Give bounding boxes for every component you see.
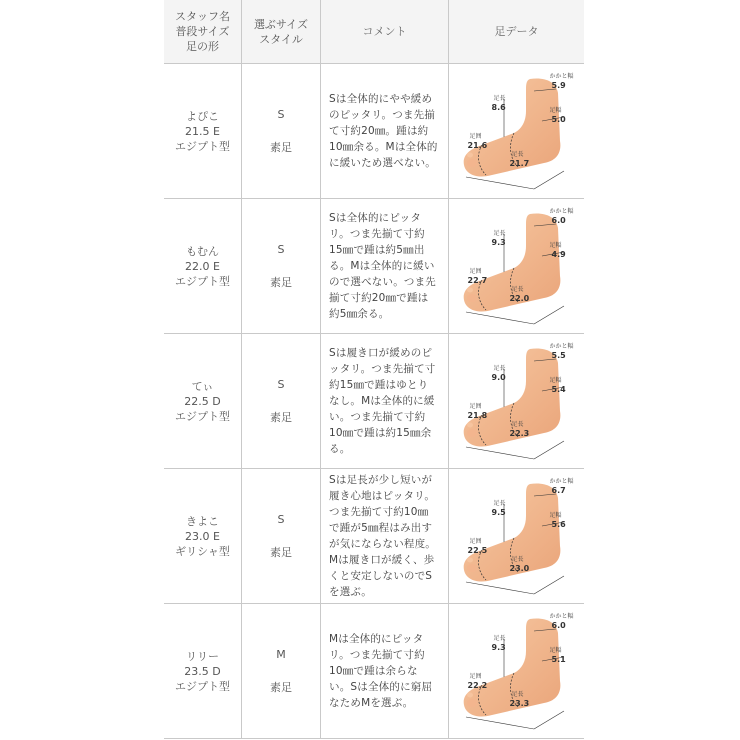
heel-value: 5.9	[551, 81, 566, 90]
length-value: 23.0	[509, 564, 530, 573]
header-comment	[321, 0, 449, 63]
girth-label: 足囲	[469, 268, 482, 275]
staff-info: よぴこ 21.5 E エジプト型	[175, 109, 230, 153]
heel-label: かかと幅	[549, 613, 574, 620]
style-value: 素足	[270, 680, 292, 694]
girth-value: 21.6	[467, 141, 488, 150]
girth-value: 21.8	[467, 411, 488, 420]
heel-value: 6.7	[551, 486, 566, 495]
length-label: 足長	[511, 421, 524, 428]
width-label: 足幅	[549, 377, 562, 384]
girth-label: 足囲	[469, 403, 482, 410]
instep-value: 9.3	[491, 238, 506, 247]
length-label: 足長	[511, 691, 524, 698]
width-value: 5.4	[551, 385, 566, 394]
width-value: 5.0	[551, 115, 566, 124]
comment-text: Mは全体的にピッタ リ。つま先揃て寸約 10㎜で踵は余らな い。Sは全体的に窮屈 なためMを選ぶ。	[329, 633, 433, 709]
heel-label: かかと幅	[549, 208, 574, 215]
width-value: 5.6	[551, 520, 566, 529]
foot-diagram	[452, 611, 582, 731]
header-style-text: 選ぶサイズ スタイル	[253, 17, 309, 46]
instep-label: 足長	[493, 365, 506, 372]
foot-diagram	[452, 71, 582, 191]
instep-value: 8.6	[491, 103, 506, 112]
header-staff-text: スタッフ名 普段サイズ 足の形	[175, 10, 230, 53]
girth-label: 足囲	[469, 133, 482, 140]
style-value: 素足	[270, 545, 292, 559]
instep-label: 足長	[493, 635, 506, 642]
chosen-size: M	[276, 647, 286, 661]
staff-cell	[164, 64, 242, 198]
staff-cell	[164, 469, 242, 603]
comment-text: Sは履き口が緩めのピ ッタリ。つま先揃て寸 約15㎜で踵はゆとり なし。Mは全体的に緩 い。つま先揃て寸約 10㎜で踵は約15㎜余 る。	[329, 347, 436, 455]
chosen-size: S	[277, 512, 285, 526]
staff-cell	[164, 604, 242, 738]
heel-value: 6.0	[551, 216, 566, 225]
staff-info: てぃ 22.5 D エジプト型	[175, 379, 230, 423]
foot-diagram	[452, 341, 582, 461]
length-value: 21.7	[509, 159, 530, 168]
size-cell	[242, 64, 321, 198]
foot-diagram	[452, 206, 582, 326]
foot-data-cell	[449, 64, 584, 198]
heel-label: かかと幅	[549, 343, 574, 350]
length-value: 22.3	[509, 429, 530, 438]
staff-info: もむん 22.0 E エジプト型	[175, 244, 230, 288]
instep-value: 9.0	[491, 373, 506, 382]
length-value: 23.3	[509, 699, 530, 708]
length-label: 足長	[511, 151, 524, 158]
chosen-size: S	[277, 377, 285, 391]
staff-cell	[164, 334, 242, 468]
header-foot-data	[449, 0, 584, 63]
header-comment-text: コメント	[362, 25, 407, 38]
instep-label: 足長	[493, 95, 506, 102]
foot-data-cell	[449, 334, 584, 468]
table-row	[164, 64, 584, 199]
width-value: 5.1	[551, 655, 566, 664]
width-label: 足幅	[549, 647, 562, 654]
comment-cell	[321, 469, 449, 603]
style-value: 素足	[270, 275, 292, 289]
girth-value: 22.7	[467, 276, 488, 285]
girth-value: 22.5	[467, 546, 488, 555]
width-label: 足幅	[549, 107, 562, 114]
comment-cell	[321, 334, 449, 468]
length-value: 22.0	[509, 294, 530, 303]
comment-cell	[321, 604, 449, 738]
instep-value: 9.3	[491, 643, 506, 652]
heel-label: かかと幅	[549, 478, 574, 485]
staff-info: リリー 23.5 D エジプト型	[175, 649, 230, 693]
table-row	[164, 604, 584, 739]
table-row	[164, 469, 584, 604]
width-label: 足幅	[549, 512, 562, 519]
header-foot-data-text: 足データ	[494, 25, 539, 38]
girth-label: 足囲	[469, 538, 482, 545]
table-header	[164, 0, 584, 64]
style-value: 素足	[270, 410, 292, 424]
comment-text: Sは全体的にやや緩め のピッタリ。つま先揃 て寸約20㎜。踵は約 10㎜余る。Mは全体的 に緩いため選べない。	[329, 93, 438, 169]
instep-label: 足長	[493, 230, 506, 237]
comment-text: Sは全体的にピッタ リ。つま先揃て寸約 15㎜で踵は約5㎜出 る。Mは全体的に緩い ので選べない。つま先 揃て寸約20㎜で踵は 約5㎜余る。	[329, 212, 436, 320]
width-label: 足幅	[549, 242, 562, 249]
size-cell	[242, 604, 321, 738]
chosen-size: S	[277, 242, 285, 256]
comment-cell	[321, 199, 449, 333]
comment-text: Sは足長が少し短いが 履き心地はピッタリ。 つま先揃て寸約10㎜ で踵が5㎜程はみ出す が気にならない程度。 Mは履き口が緩く、歩 くと安定しないのでS を選ぶ。	[329, 474, 436, 598]
length-label: 足長	[511, 556, 524, 563]
header-staff	[164, 0, 242, 63]
width-value: 4.9	[551, 250, 566, 259]
foot-diagram	[452, 476, 582, 596]
heel-label: かかと幅	[549, 73, 574, 80]
size-cell	[242, 469, 321, 603]
foot-data-cell	[449, 469, 584, 603]
size-cell	[242, 334, 321, 468]
staff-cell	[164, 199, 242, 333]
girth-label: 足囲	[469, 673, 482, 680]
table-row	[164, 199, 584, 334]
size-table	[164, 0, 584, 739]
heel-value: 6.0	[551, 621, 566, 630]
instep-label: 足長	[493, 500, 506, 507]
foot-data-cell	[449, 604, 584, 738]
table-row	[164, 334, 584, 469]
chosen-size: S	[277, 107, 285, 121]
girth-value: 22.2	[467, 681, 488, 690]
heel-value: 5.5	[551, 351, 566, 360]
style-value: 素足	[270, 140, 292, 154]
instep-value: 9.5	[491, 508, 506, 517]
size-cell	[242, 199, 321, 333]
comment-cell	[321, 64, 449, 198]
staff-info: きよこ 23.0 E ギリシャ型	[175, 514, 230, 558]
header-style	[242, 0, 321, 63]
foot-data-cell	[449, 199, 584, 333]
length-label: 足長	[511, 286, 524, 293]
